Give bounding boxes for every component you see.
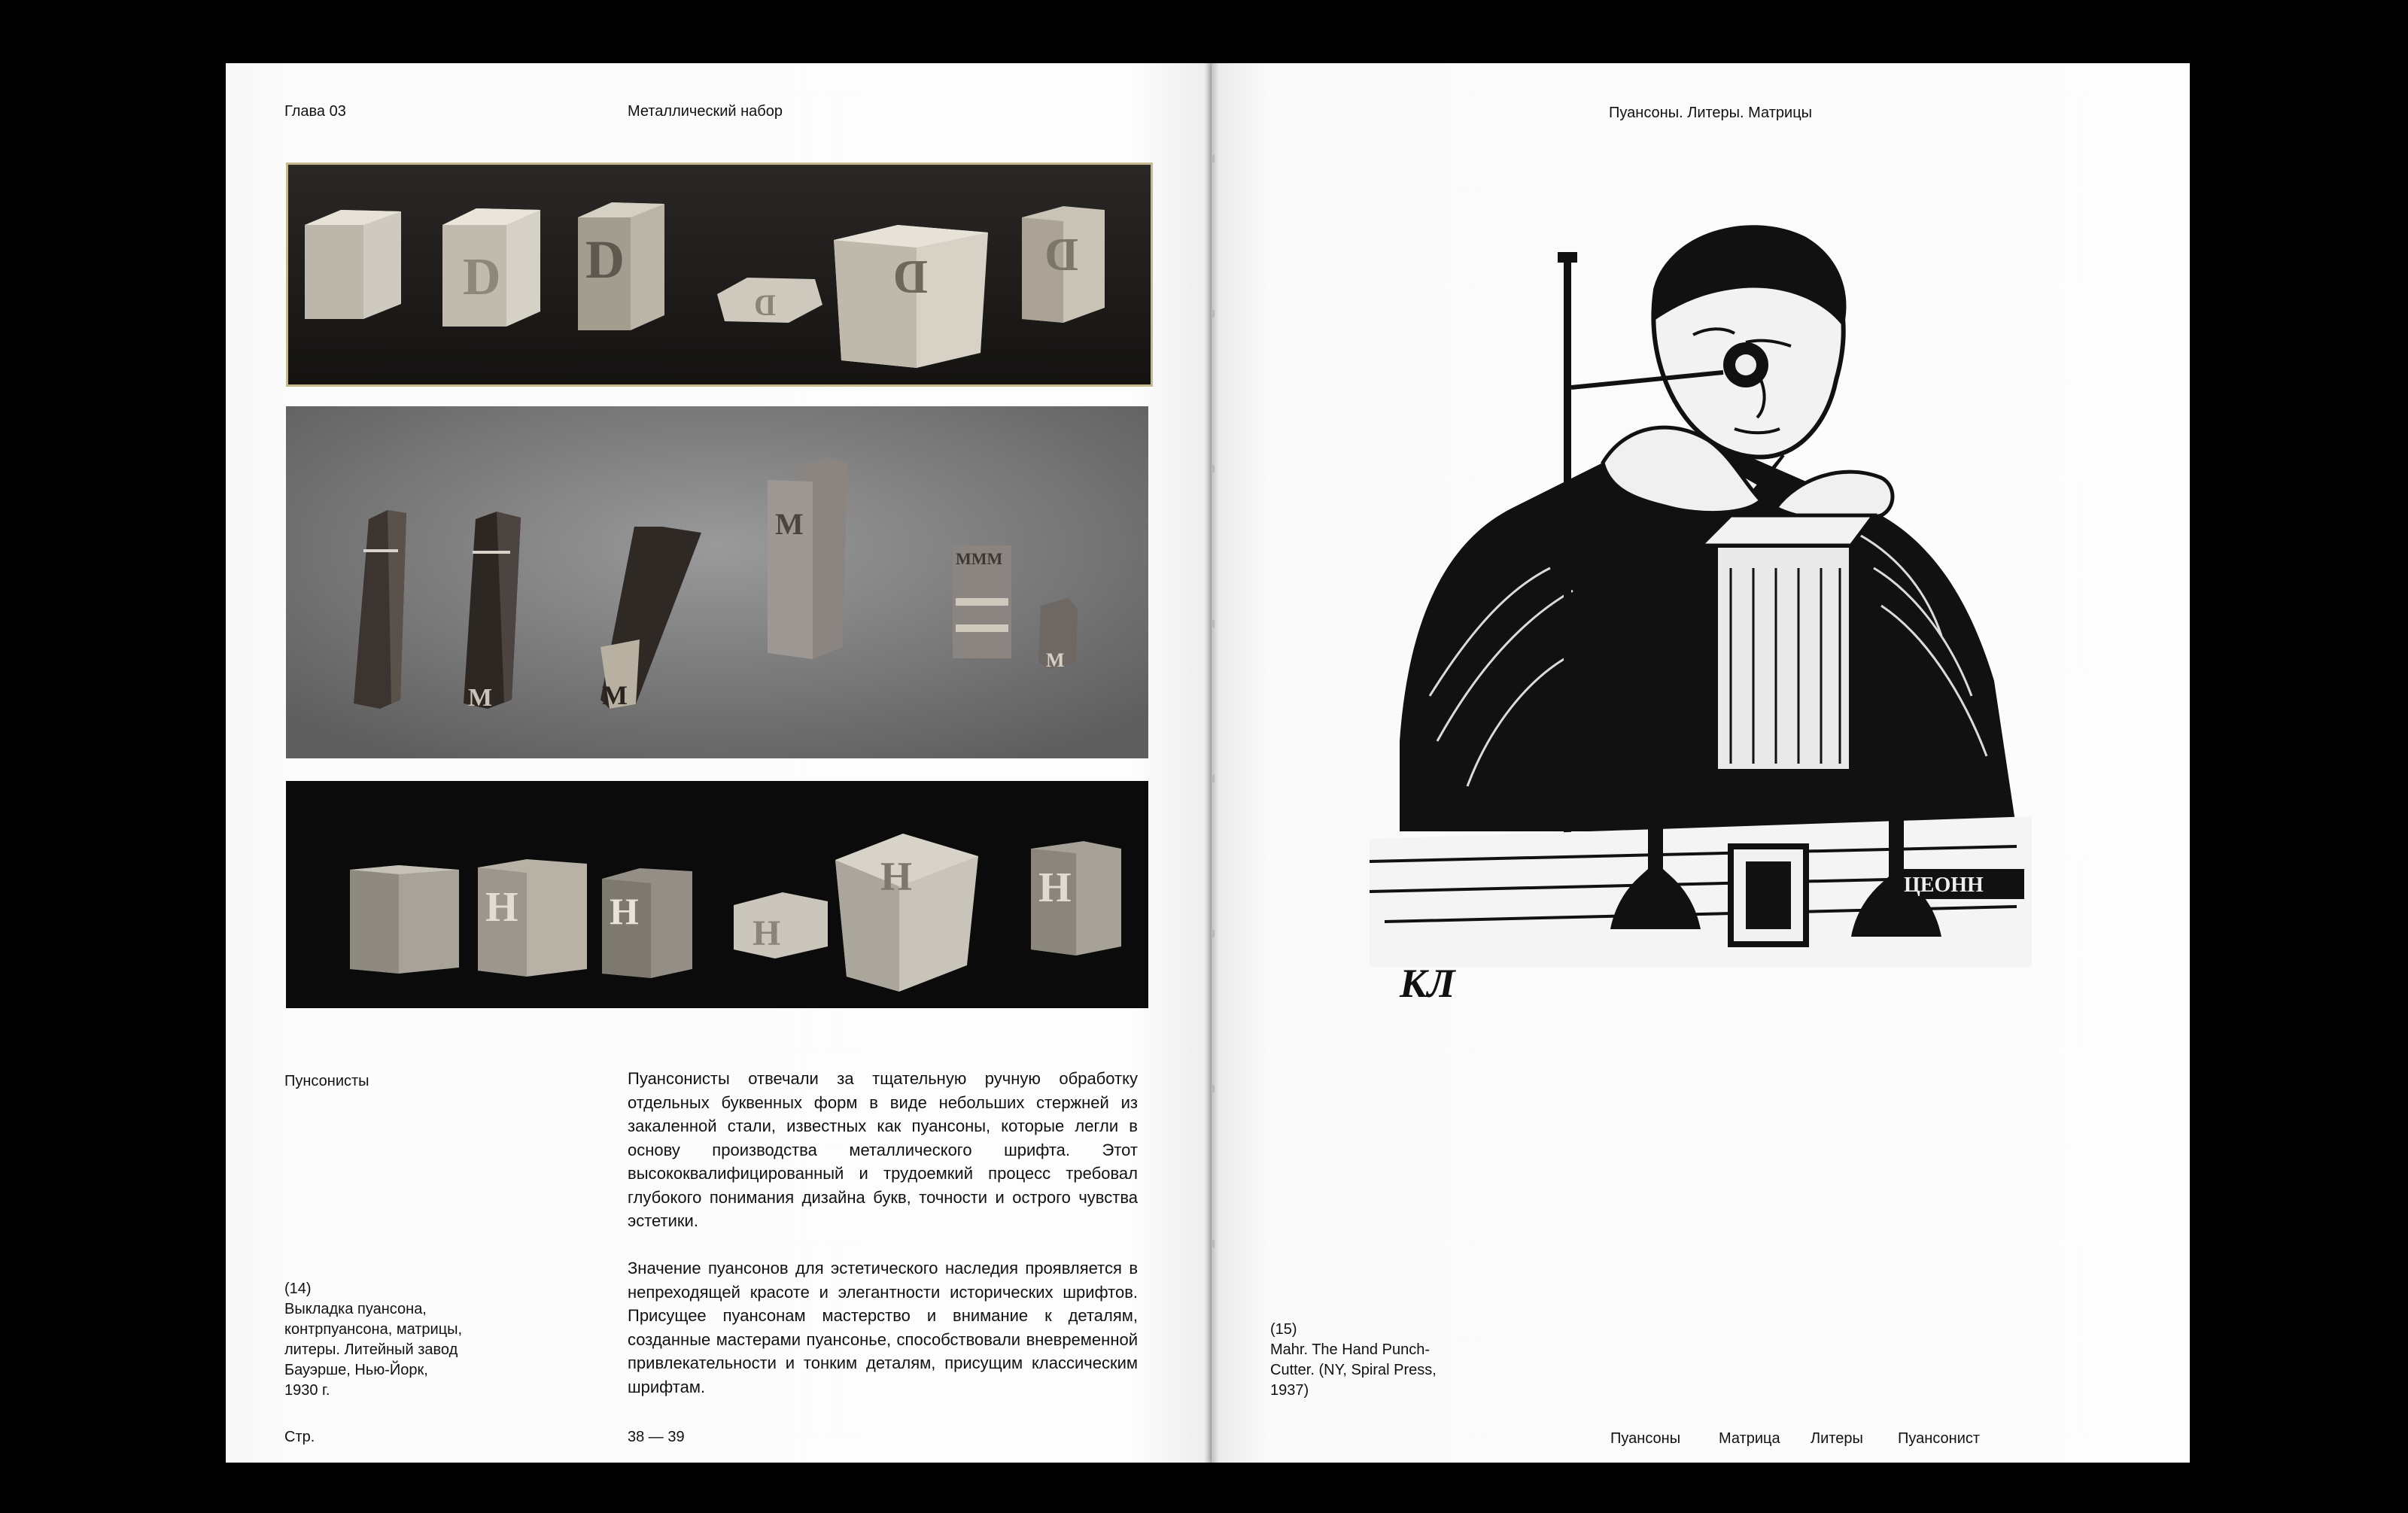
photo-d-punches: [286, 163, 1153, 387]
caption-line: литеры. Литейный завод: [284, 1341, 458, 1358]
section-label: Пунсонисты: [284, 1073, 369, 1089]
caption-line: Mahr. The Hand Punch-: [1270, 1341, 1430, 1358]
caption-line: Бауэрше, Нью-Йорк,: [284, 1362, 428, 1378]
photo-m-punches: [286, 406, 1148, 758]
caption-line: Выкладка пуансона,: [284, 1301, 427, 1317]
caption-line: 1937): [1270, 1382, 1309, 1399]
caption-line: контрпуансона, матрицы,: [284, 1321, 463, 1338]
illustration-monogram: КЛ: [1400, 961, 1455, 1006]
letter-h: H: [485, 884, 518, 931]
body-paragraph-1: Пуансонисты отвечали за тщательную ручную обработку отдельных буквенных форм в виде небольших стержней из закаленной стали, известных как пуансоны, которые легли в основу производства металлического шрифта. Этот высококвалифицированный и трудоемкий процесс требовал глубокого понимания дизайна букв, точности и острого чувства эстетики.: [628, 1069, 1138, 1230]
right-page-title: Пуансоны. Литеры. Матрицы: [1609, 105, 1813, 121]
punch-cutter-illustration: [1354, 214, 2054, 1012]
caption-14: [284, 1279, 488, 1401]
binding-stitch: [1212, 310, 1215, 317]
svg-text:ЦЕОНН: ЦЕОНН: [1904, 873, 1984, 897]
binding-stitch: [1212, 620, 1215, 627]
caption-number: (15): [1270, 1321, 1297, 1338]
svg-text:D: D: [892, 250, 928, 303]
section-title: Металлический набор: [628, 103, 783, 120]
caption-line: Cutter. (NY, Spiral Press,: [1270, 1362, 1437, 1378]
footer-nav-punchcutter[interactable]: Пуансонист: [1898, 1430, 1981, 1447]
binding-stitch: [1212, 155, 1215, 163]
svg-text:M: M: [1046, 649, 1065, 671]
caption-line: 1930 г.: [284, 1382, 330, 1399]
binding-stitch: [1212, 775, 1215, 782]
page-label: Стр.: [284, 1429, 315, 1445]
binding-stitch: [1212, 465, 1215, 472]
svg-text:MMM: MMM: [956, 549, 1003, 568]
svg-text:D: D: [754, 288, 776, 322]
svg-text:D: D: [1044, 229, 1078, 281]
binding-stitch: [1212, 1085, 1215, 1092]
caption-15: [1270, 1320, 1466, 1401]
svg-text:M: M: [775, 507, 804, 541]
binding-stitch: [1212, 1240, 1215, 1247]
chapter-label: Глава 03: [284, 103, 346, 120]
photo-h-punches: [286, 781, 1148, 1008]
body-paragraph-2: Значение пуансонов для эстетического наследия проявляется в непреходящей красоте и элегантности исторических шрифтов. Присущее пуансонам мастерство и внимание к деталям, созданные мастерами пуансонье, способствовали вневременной привлекательности и тонким деталям, присущим классическим шрифтам.: [628, 1259, 1138, 1396]
svg-text:H: H: [752, 913, 781, 953]
binding-stitch: [1212, 930, 1215, 937]
letter-m: M: [468, 684, 493, 712]
svg-text:D: D: [585, 229, 625, 290]
caption-number: (14): [284, 1281, 312, 1297]
footer-nav-types[interactable]: Литеры: [1811, 1430, 1863, 1447]
svg-text:H: H: [610, 890, 639, 932]
svg-text:M: M: [602, 680, 628, 710]
footer-nav-matrix[interactable]: Матрица: [1719, 1430, 1780, 1447]
svg-text:H: H: [1038, 864, 1072, 911]
footer-nav-punches[interactable]: Пуансоны: [1610, 1430, 1681, 1447]
page-numbers: 38 — 39: [628, 1429, 685, 1445]
letter-d: D: [463, 248, 501, 306]
book-gutter: [1204, 63, 1219, 1463]
svg-text:H: H: [880, 854, 913, 899]
